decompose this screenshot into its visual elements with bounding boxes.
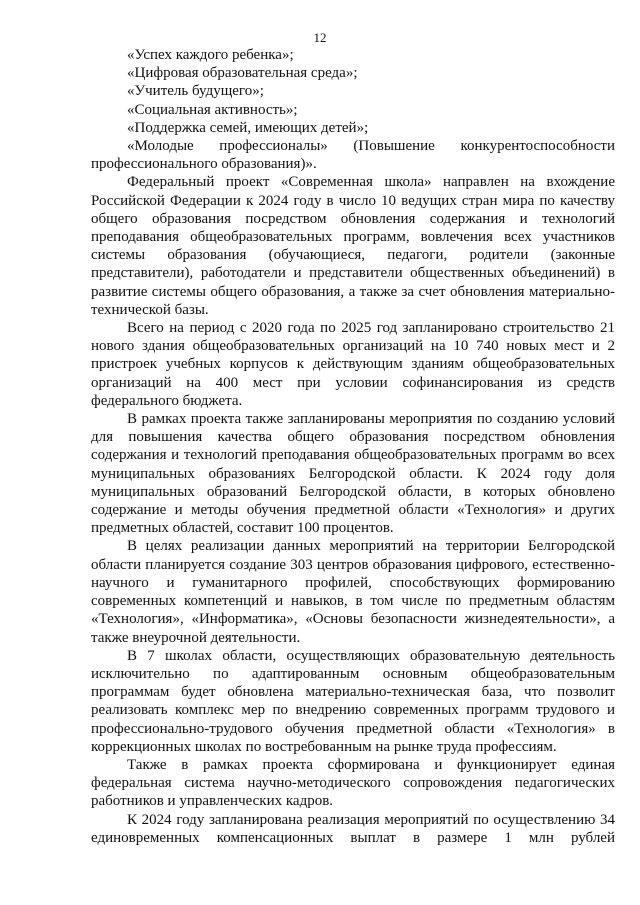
project-list-item: «Учитель будущего»; (127, 83, 264, 100)
project-list-item: «Социальная активность»; (127, 101, 298, 118)
paragraph-methodical-support: Также в рамках проекта сформирована и функционирует единая федеральная система научно-методического сопровождения педагогических работников и управленческих кадров. (91, 756, 615, 810)
page-number: 12 (313, 30, 327, 45)
project-list-item: «Цифровая образовательная среда»; (127, 65, 358, 82)
paragraph-construction: Всего на период с 2020 года по 2025 год запланировано строительство 21 нового здания общеобразовательных организаций на 10 740 новых мест и 2 пристроек учебных корпусов к действующим зданиям общеобразовательных организаций на 400 мест при условии софинансирования из средств федерального бюджета. (91, 320, 615, 409)
paragraph-quality-conditions: В рамках проекта также запланированы мероприятия по созданию условий для повышения качества общего образования посредством обновления содержания и технологий преподавания общеобразовательных программ во всех муниципальных образованиях Белгородской области. К 2024 году доля муниципальных образований Белгородской области, в которых обновлено содержание и методы обучения предметной области «Технология» и других предметных областей, составит 100 процентов. (91, 411, 615, 537)
paragraph-correctional-schools: В 7 школах области, осуществляющих образовательную деятельность исключительно по адаптированным основным общеобразовательным программам будет обновлена материально-техническая база, что позволит реализовать комплекс мер по внедрению современных программ трудового и профессионально-трудового обучения предметной области «Технология» в коррекционных школах по востребованным на рынке труда профессиям. (91, 647, 615, 755)
document-body (91, 46, 615, 847)
project-list-item: «Молодые профессионалы» (Повышение конкурентоспособности профессионального образования)». (91, 138, 615, 173)
project-list-item: «Успех каждого ребенка»; (127, 47, 294, 63)
paragraph-modern-school: Федеральный проект «Современная школа» направлен на вхождение Российской Федерации к 2024 году в число 10 ведущих стран мира по качеству общего образования посредством обновления содержания и технологий преподавания общеобразовательных программ, вовлечения всех участников системы образования (обучающиеся, педагоги, родители (законные представители), работодатели и представители общественных объединений) в развитие системы общего образования, а также за счет обновления материально-технической базы. (91, 174, 615, 318)
paragraph-compensation-payments: К 2024 году запланирована реализация мероприятий по осуществлению 34 единовременных компенсационных выплат в размере 1 млн рублей (91, 811, 615, 846)
paragraph-education-centers: В целях реализации данных мероприятий на территории Белгородской области планируется создание 303 центров образования цифрового, естественно-научного и гуманитарного профилей, способствующих формированию современных компетенций и навыков, в том числе по предметным областям «Технология», «Информатика», «Основы безопасности жизнедеятельности», а также внеурочной деятельности. (91, 538, 615, 646)
project-list-item: «Поддержка семей, имеющих детей»; (127, 119, 369, 136)
